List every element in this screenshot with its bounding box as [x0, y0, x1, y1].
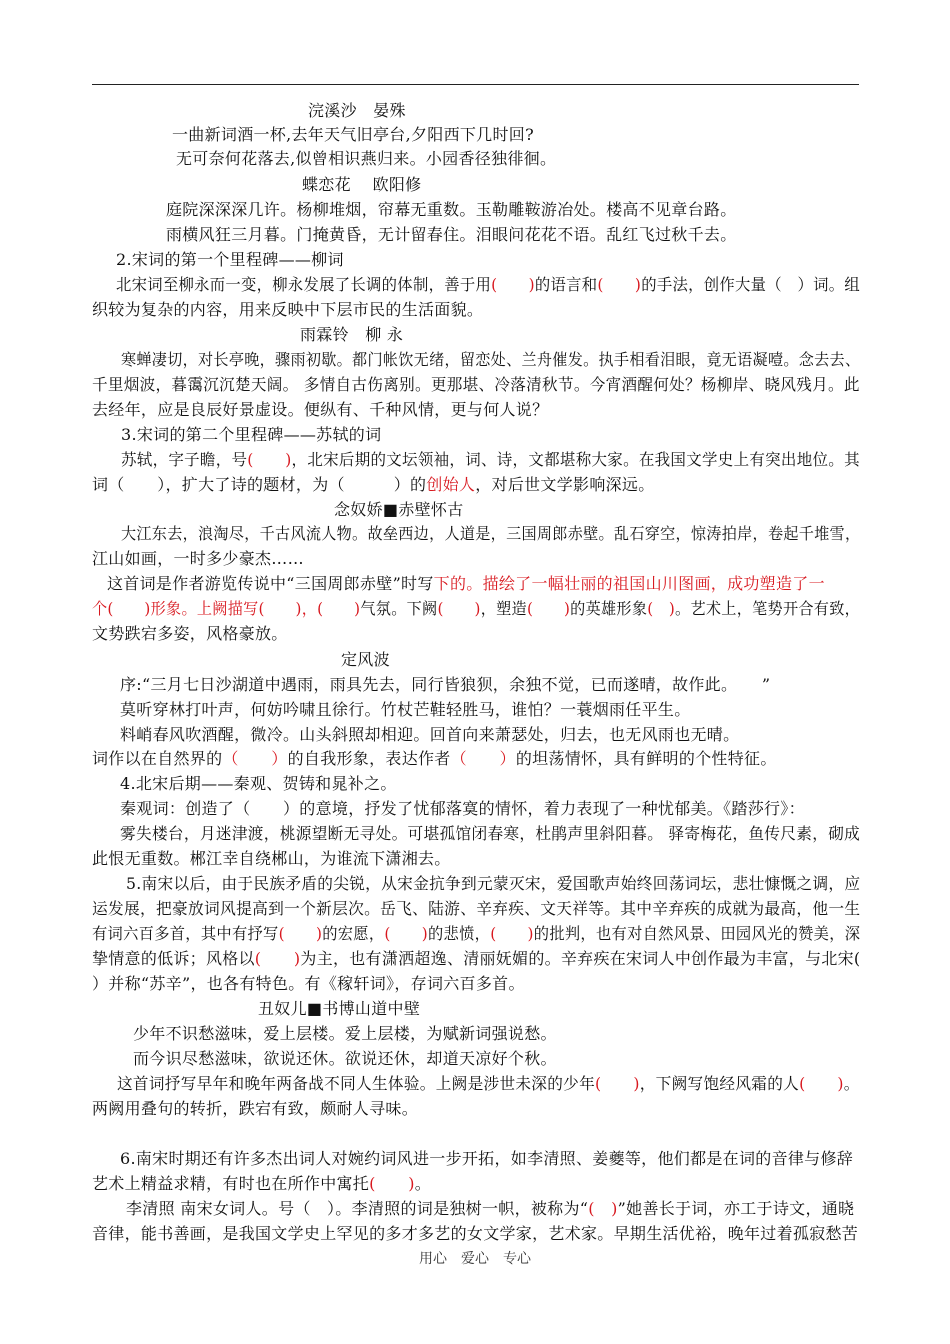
text-segment: 千里烟波，暮霭沉沉楚天阔。 多情自古伤离别。更那堪、冷落清秋节。今宵酒醒何处？杨柳岸、晓风残月。此	[92, 375, 860, 394]
text-segment: 织较为复杂的内容，用来反映中下层市民的生活面貌。	[92, 300, 484, 319]
text-segment: ，塑造	[480, 599, 527, 618]
text-segment: 大江东去，浪淘尽，千古风流人物。故垒西边，人道是，三国周郎赤壁。乱石穿空，惊涛拍岸，卷起千堆雪，	[121, 524, 861, 543]
text-line	[92, 1172, 431, 1196]
text-line	[133, 1047, 557, 1071]
text-segment: 料峭春风吹酒醒，微冷。山头斜照却相迎。回首向来萧瑟处，归去，也无风雨也无晴。	[120, 725, 740, 744]
text-line	[341, 648, 390, 672]
text-segment: 庭院深深深几许。杨柳堆烟，帘幕无重数。玉勒雕鞍游冶处。楼高不见章台路。	[166, 200, 737, 219]
text-segment: 的英雄形象	[570, 599, 648, 618]
text-segment: 雾失楼台，月迷津渡，桃源望断无寻处。可堪孤馆闭春寒，杜鹃声里斜阳暮。 驿寄梅花，鱼传尺素，砌成	[120, 824, 861, 843]
text-segment: 序:“三月七日沙湖道中遇雨，雨具先去，同行皆狼狈，余独不觉，已而遂晴，故作此。 ”	[120, 675, 771, 694]
text-segment: 。	[414, 1174, 432, 1193]
text-line	[121, 448, 860, 472]
text-segment: 丑奴儿■书博山道中壁	[258, 999, 421, 1018]
text-line	[121, 522, 860, 546]
text-segment: 的悲愤，	[427, 924, 491, 943]
text-segment: 寒蝉凄切，对长亭晚，骤雨初歇。都门帐饮无绪，留恋处、兰舟催发。执手相看泪眼，竟无语凝噎。念去去、	[121, 350, 861, 369]
highlight-text: 创始人	[426, 475, 476, 494]
highlight-text: ( )	[278, 924, 323, 943]
highlight-text: ( )	[647, 599, 676, 618]
text-segment: 莫听穿林打叶声，何妨吟啸且徐行。竹杖芒鞋轻胜马，谁怕？一蓑烟雨任平生。	[120, 700, 691, 719]
text-line	[120, 1147, 853, 1171]
text-segment: 无可奈何花落去,似曾相识燕归来。小园香径独徘徊。	[176, 149, 557, 168]
text-line	[121, 423, 381, 447]
text-line	[120, 698, 691, 722]
text-segment: 的宏愿，	[322, 924, 385, 943]
text-line	[126, 1197, 854, 1221]
text-line	[120, 772, 397, 796]
text-line	[133, 1022, 557, 1046]
text-line	[92, 373, 860, 397]
text-line	[116, 273, 860, 297]
text-segment: 2.宋词的第一个里程碑——柳词	[116, 250, 344, 269]
text-line	[92, 897, 860, 921]
text-segment: ，下阙写饱经风霜的人	[639, 1074, 800, 1093]
highlight-text: ( )	[369, 1174, 415, 1193]
text-line	[166, 198, 737, 222]
highlight-text: （ ）	[450, 749, 516, 768]
highlight-text: ( )	[384, 924, 428, 943]
text-line	[302, 173, 422, 197]
text-segment: 的语言和	[534, 275, 598, 294]
text-segment: 。艺术上，笔势开合有致，	[675, 599, 861, 618]
highlight-text: 个( )形象。上阙描写( )，( )	[92, 599, 361, 618]
text-segment: ，对后世文学影响深远。	[475, 475, 655, 494]
text-line	[258, 997, 420, 1021]
text-line	[308, 99, 406, 123]
text-line	[92, 947, 860, 971]
text-segment: 浣溪沙 晏殊	[308, 101, 406, 120]
text-line	[300, 323, 403, 347]
text-line	[166, 223, 737, 247]
text-segment: 这首词是作者游览传说中“三国周郎赤壁”时写	[107, 574, 434, 593]
highlight-text: ( )	[247, 450, 292, 469]
text-line	[92, 398, 548, 422]
text-line	[92, 1222, 858, 1246]
text-segment: 雨横风狂三月暮。门掩黄昏，无计留春住。泪眼问花花不语。乱红飞过秋千去。	[166, 225, 737, 244]
text-line	[120, 723, 739, 747]
text-segment: 而今识尽愁滋味，欲说还休。欲说还休，却道天凉好个秋。	[133, 1049, 557, 1068]
text-line	[92, 473, 655, 497]
text-line	[92, 1097, 418, 1121]
highlight-text: ( )	[588, 1199, 618, 1218]
text-segment: 3.宋词的第二个里程碑——苏轼的词	[121, 425, 382, 444]
highlight-text: ( )	[254, 949, 301, 968]
text-segment: 江山如画，一时多少豪杰……	[92, 549, 304, 568]
text-segment: 为主，也有潇洒超逸、清丽妩媚的。辛弃疾在宋词人中创作最为丰富，与北宋(	[300, 949, 861, 968]
text-segment: 少年不识愁滋味，爱上层楼。爱上层楼，为赋新词强说愁。	[133, 1024, 557, 1043]
text-line	[176, 147, 556, 171]
highlight-text: ( )	[597, 275, 642, 294]
page-footer: 用心 爱心 专心	[419, 1251, 531, 1267]
text-segment: 去经年，应是良辰好景虚设。便纵有、千种风情，更与何人说？	[92, 400, 549, 419]
text-segment: 音律，能书善画，是我国文学史上罕见的多才多艺的女文学家，艺术家。早期生活优裕，晚年过着孤寂愁苦	[92, 1224, 859, 1243]
highlight-text: ( )	[437, 599, 481, 618]
text-line	[120, 673, 770, 697]
text-line	[92, 922, 860, 946]
text-segment: 艺术上精益求精，有时也在所作中寓托	[92, 1174, 370, 1193]
text-line	[121, 348, 860, 372]
text-line	[92, 747, 777, 771]
text-segment: 的手法，创作大量（ ）词。组	[641, 275, 861, 294]
text-segment: 蝶恋花 欧阳修	[302, 175, 422, 194]
highlight-text: 下的。描绘了一幅壮丽的祖国山川图画，成功塑造了一	[433, 574, 825, 593]
text-segment: 6.南宋时期还有许多杰出词人对婉约词风进一步开拓，如李清照、姜夔等，他们都是在词的音律与修辞	[120, 1149, 854, 1168]
highlight-text: ( )	[799, 1074, 844, 1093]
text-line	[92, 547, 304, 571]
text-line	[120, 797, 805, 821]
text-line	[107, 572, 825, 596]
text-segment: 两阙用叠句的转折，跌宕有致，颇耐人寻味。	[92, 1099, 419, 1118]
text-line	[92, 597, 860, 621]
highlight-text: ( )	[526, 599, 571, 618]
text-segment: ”她善长于词，亦工于诗文，通晓	[617, 1199, 855, 1218]
text-line	[334, 498, 464, 522]
text-line	[92, 298, 483, 322]
highlight-text: ( )	[490, 924, 534, 943]
text-segment: 4.北宋后期——秦观、贺铸和晁补之。	[120, 774, 397, 793]
text-line	[92, 972, 525, 996]
header-rule	[92, 84, 859, 85]
text-line	[126, 872, 860, 896]
text-segment: 定风波	[341, 650, 390, 669]
text-segment: 文势跌宕多姿，风格豪放。	[92, 624, 288, 643]
text-segment: 北宋词至柳永而一变，柳永发展了长调的体制，善于用	[116, 275, 492, 294]
text-segment: 词作以在自然界的	[92, 749, 223, 768]
text-segment: 苏轼，字子瞻，号	[121, 450, 248, 469]
text-line	[117, 1072, 860, 1096]
highlight-text: （ ）	[222, 749, 288, 768]
text-segment: 此恨无重数。郴江幸自绕郴山，为谁流下潇湘去。	[92, 849, 451, 868]
highlight-text: ( )	[491, 275, 535, 294]
text-line	[92, 622, 288, 646]
text-segment: 5.南宋以后，由于民族矛盾的尖锐，从宋金抗争到元蒙灭宋，爱国歌声始终回荡词坛，悲壮慷慨之调，应	[126, 874, 861, 893]
text-line	[92, 847, 451, 871]
text-segment: 有词六百多首，其中有抒写	[92, 924, 279, 943]
text-segment: 雨霖铃 柳 永	[300, 325, 404, 344]
text-segment: 秦观词：创造了（ ）的意境，抒发了忧郁落寞的情怀，着力表现了一种忧郁美。《踏莎行》：	[120, 799, 805, 818]
text-segment: 的批判，也有对自然风景、田园风光的赞美，深	[533, 924, 861, 943]
text-segment: 气氛。下阙	[360, 599, 438, 618]
text-line	[172, 123, 534, 147]
text-segment: 词（ ），扩大了诗的题材，为（ ）的	[92, 475, 427, 494]
text-line	[120, 822, 860, 846]
text-segment: 一曲新词酒一杯,去年天气旧亭台,夕阳西下几时回?	[172, 125, 534, 144]
text-segment: 的坦荡情怀，具有鲜明的个性特征。	[515, 749, 777, 768]
text-segment: ）并称“苏辛”，也各有特色。有《稼轩词》，存词六百多首。	[92, 974, 525, 993]
text-segment: 李清照 南宋女词人。号（ ）。李清照的词是独树一帜，被称为“	[126, 1199, 589, 1218]
highlight-text: ( )	[595, 1074, 640, 1093]
text-line	[116, 248, 344, 272]
text-segment: 的自我形象，表达作者	[287, 749, 451, 768]
text-segment: 这首词抒写早年和晚年两备战不同人生体验。上阙是涉世未深的少年	[117, 1074, 596, 1093]
text-segment: 念奴娇■赤壁怀古	[334, 500, 464, 519]
text-segment: 挚情意的低诉；风格以	[92, 949, 255, 968]
text-segment: ，北宋后期的文坛领袖，词、诗，文都堪称大家。在我国文学史上有突出地位。其	[291, 450, 860, 469]
text-segment: 。	[843, 1074, 860, 1093]
text-segment: 运发展，把豪放词风提高到一个新层次。岳飞、陆游、辛弃疾、文天祥等。其中辛弃疾的成就为最高，他一生	[92, 899, 861, 918]
